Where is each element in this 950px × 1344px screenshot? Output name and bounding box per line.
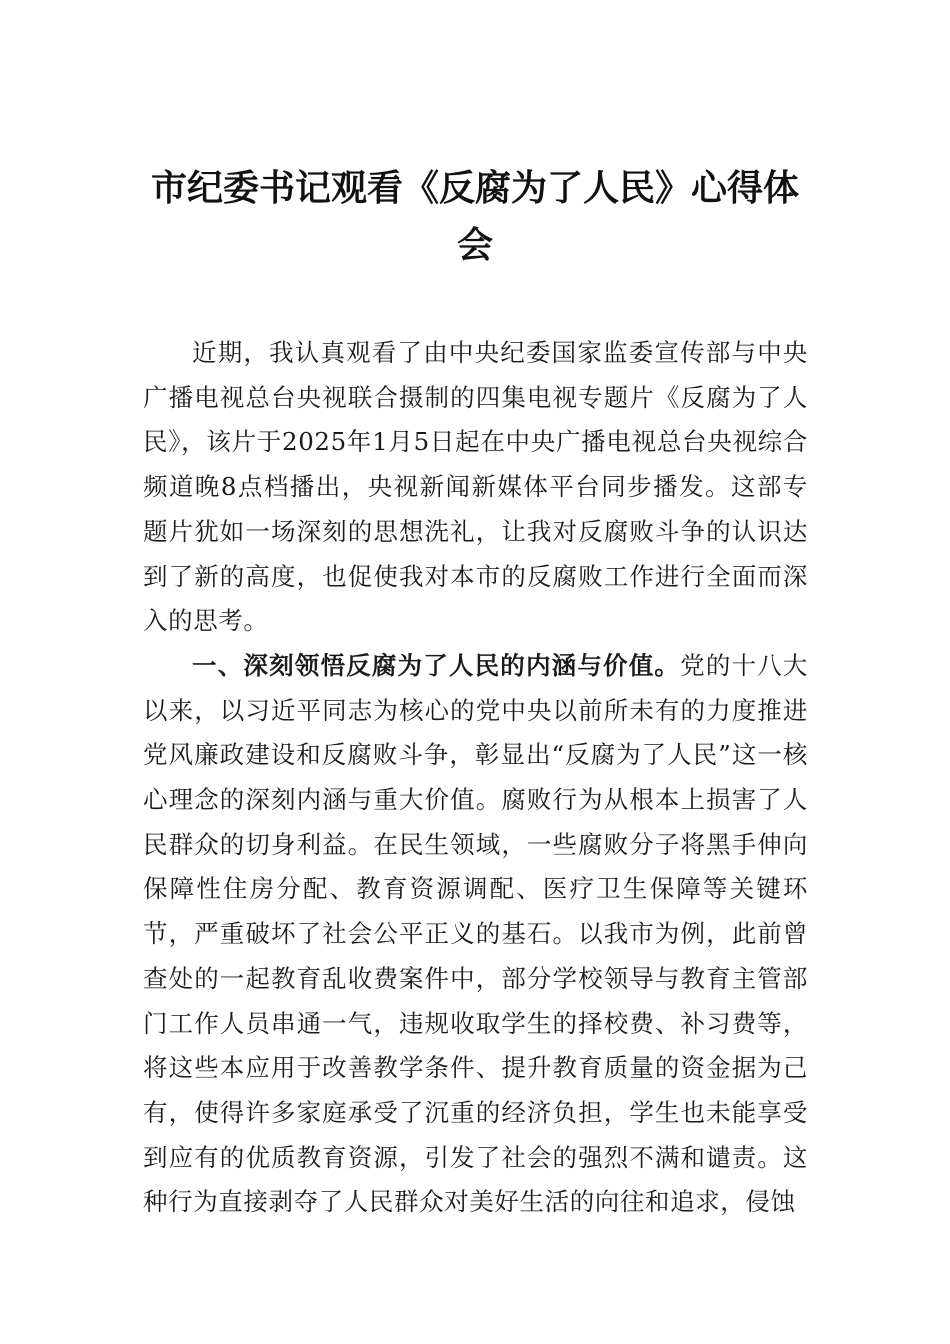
document-body: [143, 331, 808, 1225]
document-title: 市纪委书记观看《反腐为了人民》心得体会: [150, 168, 799, 266]
section-one-paragraph: [143, 644, 808, 1225]
intro-paragraph: [143, 331, 808, 644]
intro-paragraph-text: 近期，我认真观看了由中央纪委国家监委宣传部与中央广播电视总台央视联合摄制的四集电视专题片《反腐为了人民》，该片于2025年1月5日起在中央广播电视总台央视综合频道晚8点档播出，央视新闻新媒体平台同步播发。这部专题片犹如一场深刻的思想洗礼，让我对反腐败斗争的认识达到了新的高度，也促使我对本市的反腐败工作进行全面而深入的思考。: [143, 338, 808, 636]
section-one-heading: 一、深刻领悟反腐为了人民的内涵与价值。: [192, 650, 681, 680]
section-one-text: 党的十八大以来，以习近平同志为核心的党中央以前所未有的力度推进党风廉政建设和反腐败斗争，彰显出“反腐为了人民”这一核心理念的深刻内涵与重大价值。腐败行为从根本上损害了人民群众的切身利益。在民生领域，一些腐败分子将黑手伸向保障性住房分配、教育资源调配、医疗卫生保障等关键环节，严重破坏了社会公平正义的基石。以我市为例，此前曾查处的一起教育乱收费案件中，部分学校领导与教育主管部门工作人员串通一气，违规收取学生的择校费、补习费等，将这些本应用于改善教学条件、提升教育质量的资金据为己有，使得许多家庭承受了沉重的经济负担，学生也未能享受到应有的优质教育资源，引发了社会的强烈不满和谴责。这种行为直接剥夺了人民群众对美好生活的向往和追求，侵蚀: [143, 650, 809, 1217]
